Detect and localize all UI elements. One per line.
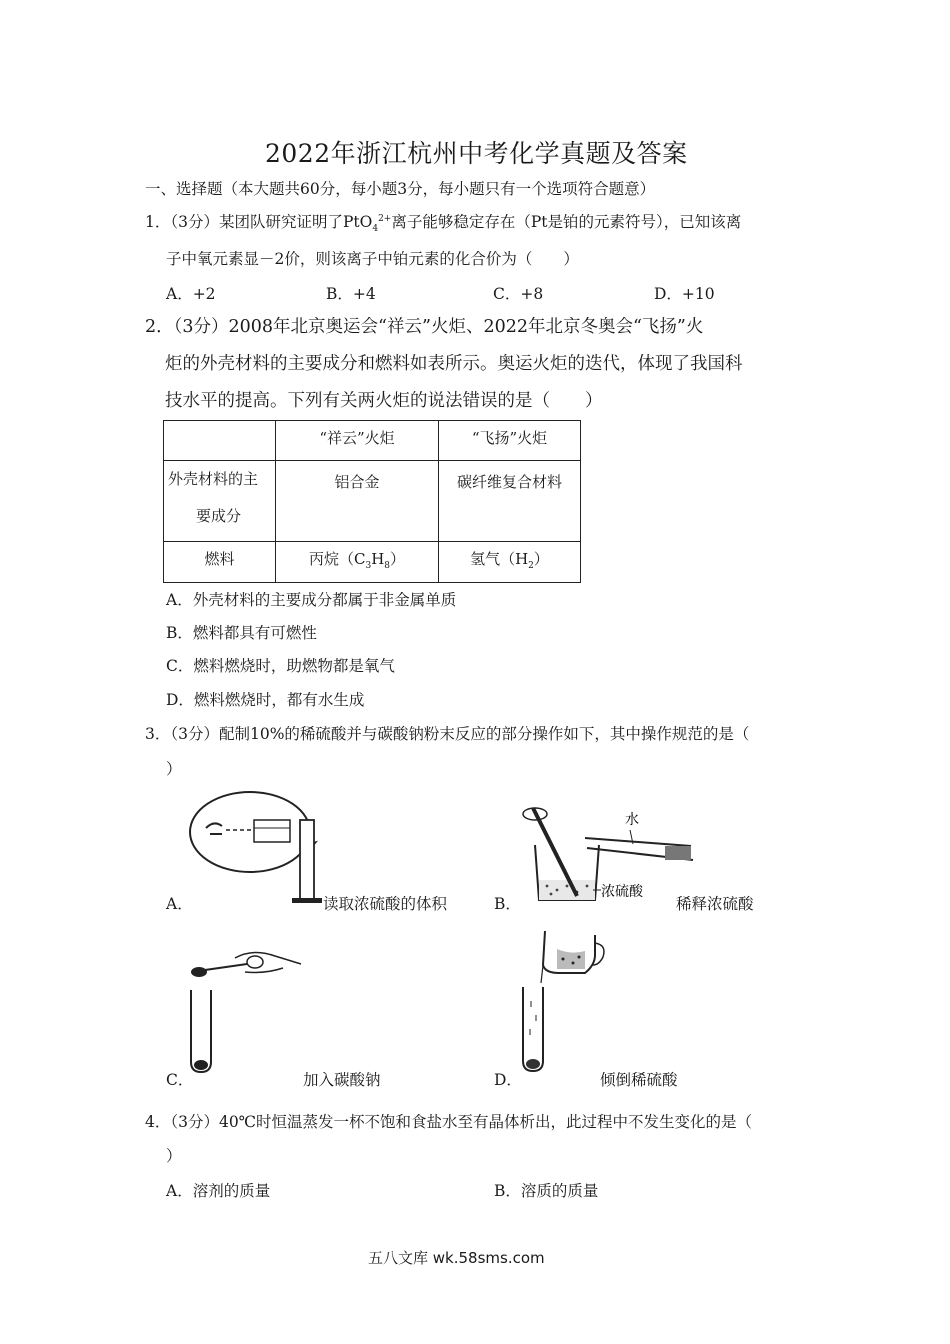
q4-option-a: A．溶剂的质量 [166, 1182, 271, 1200]
q4-option-b: B．溶质的质量 [494, 1182, 599, 1200]
table-header-xiangyun: “祥云”火炬 [276, 421, 439, 461]
q1-option-c: C．+8 [493, 285, 544, 303]
q3-option-a-caption: 读取浓硫酸的体积 [323, 895, 448, 913]
q3-option-b-caption: 稀释浓硫酸 [676, 895, 754, 913]
table-corner-cell [164, 421, 276, 461]
page-title: 2022年浙江杭州中考化学真题及答案 [265, 139, 688, 168]
q3-option-d-letter: D． [494, 1071, 522, 1089]
q1-option-b: B．+4 [326, 285, 376, 303]
table-cell-propane: 丙烷$(C_3H_8)$ [276, 542, 439, 583]
q2-option-c: C．燃料燃烧时，助燃物都是氧气 [166, 657, 395, 675]
figure-pour-acid [515, 925, 615, 1075]
table-row-fuel [164, 542, 581, 583]
footer-watermark-text: 五八文库 wk.58sms.com [368, 1249, 545, 1267]
table-row-label-fuel: 燃料 [164, 542, 276, 583]
q1-stem-line2: 子中氧元素显－2价，则该离子中铂元素的化合价为（ ） [166, 250, 579, 268]
torch-comparison-table [163, 420, 581, 583]
q3-option-c-letter: C． [166, 1071, 194, 1089]
q3-option-b-letter: B． [494, 895, 521, 913]
q1-option-a: A．+2 [166, 285, 216, 303]
q3-option-a-letter: A． [166, 895, 193, 913]
q4-stem-line2: ） [166, 1147, 182, 1165]
label-water: 水 [625, 812, 639, 828]
q3-option-c-caption: 加入碳酸钠 [303, 1071, 381, 1089]
figure-add-sodium-carbonate [185, 950, 315, 1075]
table-cell-hydrogen: 氢气$(H_2)$ [439, 542, 581, 583]
q2-option-d: D．燃料燃烧时，都有水生成 [166, 691, 365, 709]
q1-stem-line1: 1．（3分）某团队研究证明了PtO$_4^{2+}$离子能够稳定存在（Pt是铂的元素符号），已知该离 [145, 213, 742, 235]
table-cell-carbon-fiber: 碳纤维复合材料 [439, 461, 581, 542]
q2-stem-line1: 2．（3分）2008年北京奥运会“祥云”火炬、2022年北京冬奥会“飞扬”火 [145, 317, 704, 337]
table-row-shell-material [164, 461, 581, 542]
q4-stem-line1: 4．（3分）40℃时恒温蒸发一杯不饱和食盐水至有晶体析出，此过程中不发生变化的是（ [145, 1113, 753, 1131]
table-header-feiyang: “飞扬”火炬 [439, 421, 581, 461]
q3-stem-line2: ） [166, 760, 182, 778]
q2-stem-line2: 炬的外壳材料的主要成分和燃料如表所示。奥运火炬的迭代，体现了我国科 [165, 354, 743, 374]
q2-option-a: A．外壳材料的主要成分都属于非金属单质 [166, 591, 457, 609]
table-cell-aluminum-alloy: 铝合金 [276, 461, 439, 542]
label-conc-acid: 浓硫酸 [601, 884, 643, 900]
q2-option-b: B．燃料都具有可燃性 [166, 624, 317, 642]
q3-stem-line1: 3．（3分）配制10%的稀硫酸并与碳酸钠粉末反应的部分操作如下，其中操作规范的是（ [145, 725, 750, 743]
table-header-row [164, 421, 581, 461]
q3-option-d-caption: 倾倒稀硫酸 [600, 1071, 678, 1089]
table-row-label-shell: 外壳材料的主 要成分 [164, 461, 276, 542]
section-heading: 一、选择题（本大题共60分，每小题3分，每小题只有一个选项符合题意） [145, 180, 656, 198]
q2-stem-line3: 技水平的提高。下列有关两火炬的说法错误的是（ ） [165, 391, 603, 411]
figure-read-volume [188, 790, 328, 910]
q1-option-d: D．+10 [654, 285, 715, 303]
